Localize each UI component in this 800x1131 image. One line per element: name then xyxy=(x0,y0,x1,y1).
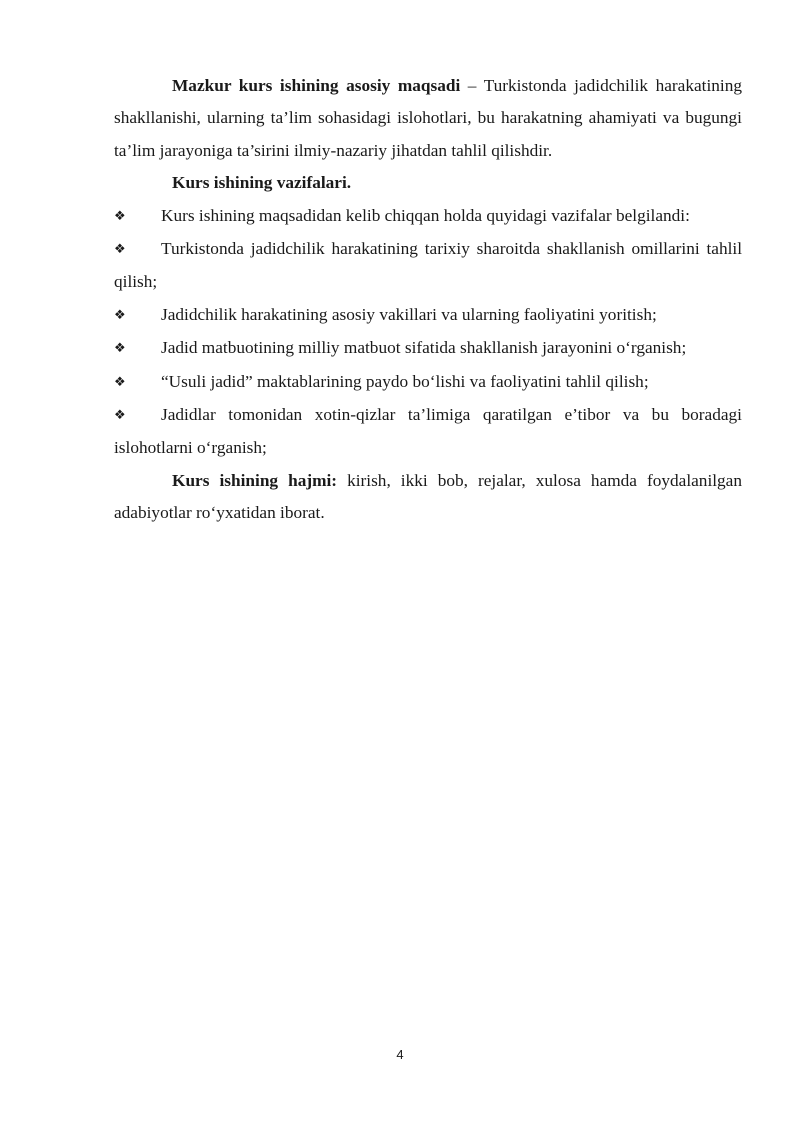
task-item xyxy=(114,399,742,465)
black-diamond-four-petal-icon: ❖ xyxy=(114,374,126,390)
task-item xyxy=(114,366,742,399)
document-page xyxy=(114,70,742,530)
intro-paragraph xyxy=(114,70,742,167)
task-item-text: “Usuli jadid” maktablarining paydo bo‘lishi va faoliyatini tahlil qilish; xyxy=(161,371,649,391)
task-item xyxy=(114,332,742,365)
task-item-text: Turkistonda jadidchilik harakatining tarixiy sharoitda shakllanish omillarini tahlil qilish; xyxy=(114,239,742,292)
page-number: 4 xyxy=(396,1047,404,1062)
task-item-text: Jadidchilik harakatining asosiy vakillari va ularning faoliyatini yoritish; xyxy=(161,304,657,324)
black-diamond-four-petal-icon: ❖ xyxy=(114,307,126,323)
volume-paragraph xyxy=(114,465,742,530)
task-item-text: Jadidlar tomonidan xotin-qizlar ta’limiga qaratilgan e’tibor va bu boradagi islohotlarni o‘rganish; xyxy=(114,405,742,458)
intro-text: – Turkistonda jadidchilik harakatining shakllanishi, ularning ta’lim sohasidagi islohotlari, bu harakatning ahamiyati va bugungi ta’lim jarayoniga ta’sirini ilmiy-nazariy jihatdan tahlil qilishdir. xyxy=(114,76,742,160)
black-diamond-four-petal-icon: ❖ xyxy=(114,341,126,357)
task-item xyxy=(114,233,742,299)
task-item-text: Jadid matbuotining milliy matbuot sifatida shakllanish jarayonini o‘rganish; xyxy=(161,338,687,358)
intro-lead: Mazkur kurs ishining asosiy maqsadi xyxy=(172,76,461,95)
black-diamond-four-petal-icon: ❖ xyxy=(114,208,126,224)
task-item-text: Kurs ishining maqsadidan kelib chiqqan holda quyidagi vazifalar belgilandi: xyxy=(161,205,690,225)
task-item xyxy=(114,299,742,332)
task-item xyxy=(114,200,742,233)
black-diamond-four-petal-icon: ❖ xyxy=(114,408,126,424)
tasks-heading: Kurs ishining vazifalari. xyxy=(172,173,352,193)
volume-text: kirish, ikki bob, rejalar, xulosa hamda foydalanilgan adabiyotlar ro‘yxatidan iborat. xyxy=(114,470,742,523)
black-diamond-four-petal-icon: ❖ xyxy=(114,242,126,258)
volume-lead: Kurs ishining hajmi: xyxy=(172,470,338,490)
